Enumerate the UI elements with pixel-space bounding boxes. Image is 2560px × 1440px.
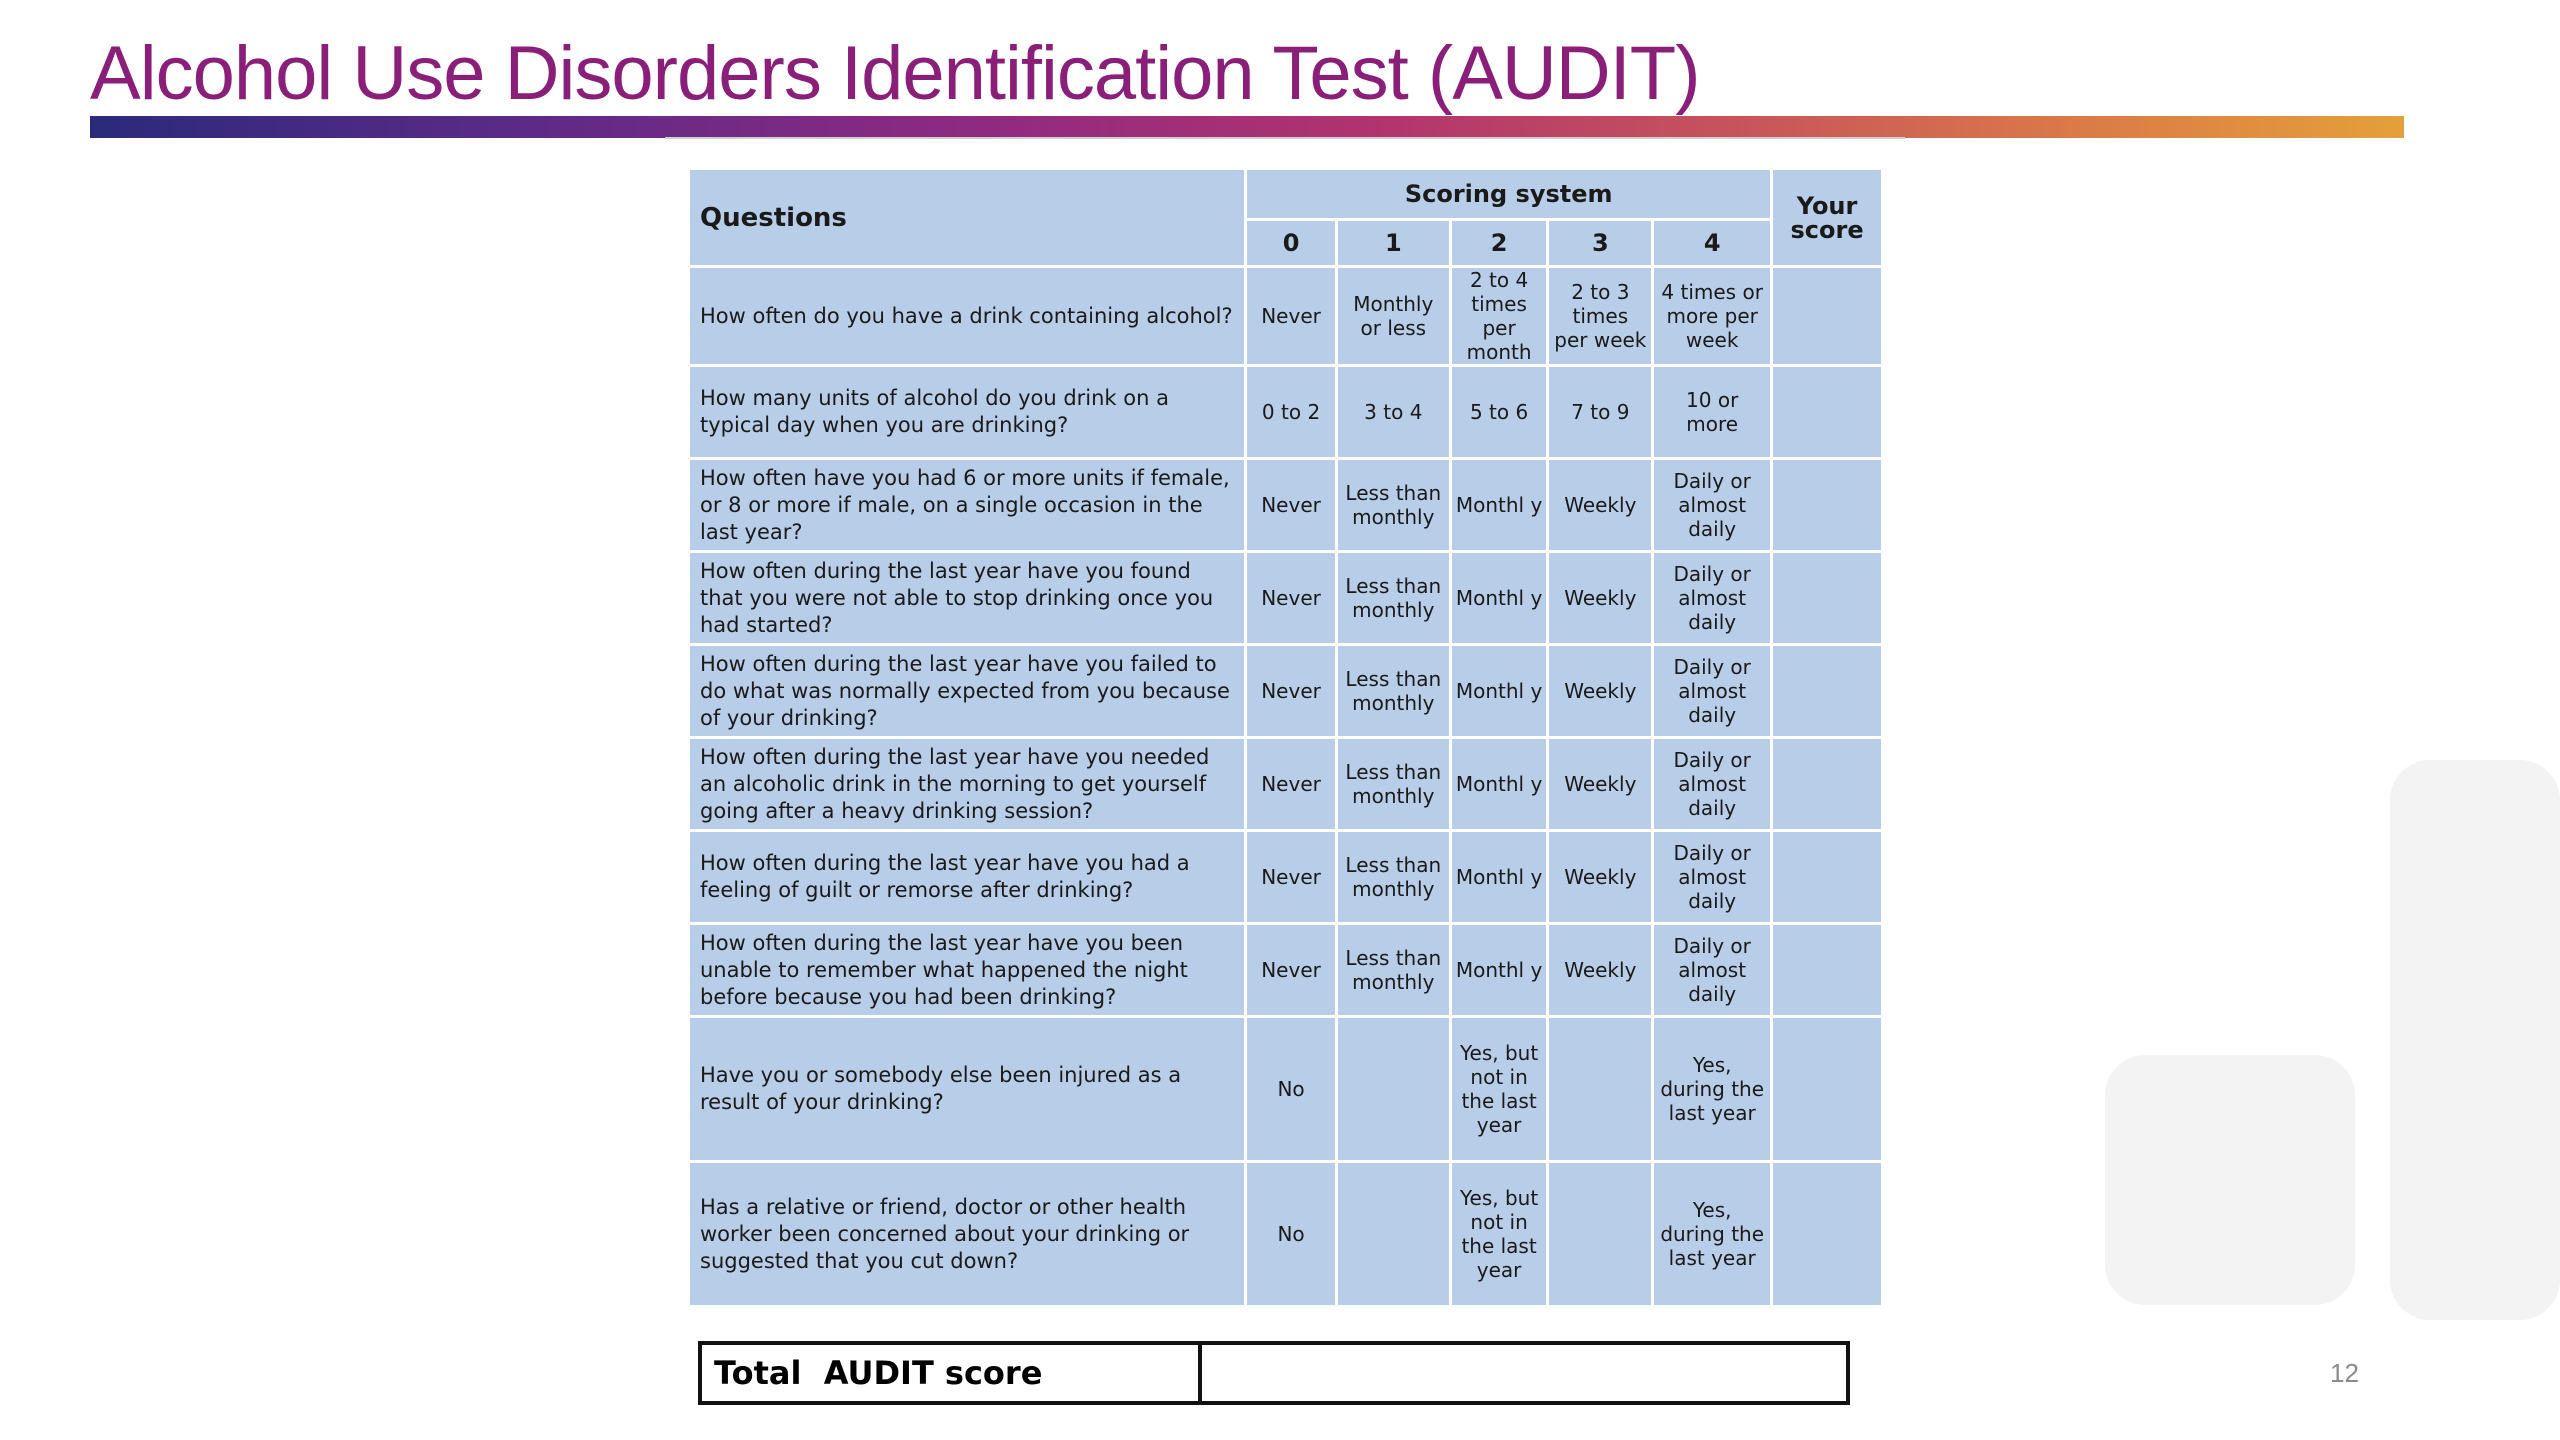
score-4-cell: Yes, during the last year bbox=[1654, 1163, 1770, 1305]
your-score-cell[interactable] bbox=[1773, 739, 1881, 829]
score-0-cell: Never bbox=[1247, 739, 1335, 829]
score-1-cell: Monthly or less bbox=[1338, 268, 1449, 364]
table-row bbox=[690, 1018, 1881, 1160]
table-row bbox=[690, 1163, 1881, 1305]
page-number: 12 bbox=[2330, 1358, 2359, 1388]
question-cell: How often during the last year have you failed to do what was normally expected from you because of your drinking? bbox=[690, 646, 1244, 736]
score-column-header: 1 bbox=[1338, 221, 1449, 265]
score-2-cell: Monthl y bbox=[1452, 460, 1547, 550]
question-cell: How often during the last year have you had a feeling of guilt or remorse after drinking? bbox=[690, 832, 1244, 922]
score-1-cell: Less than monthly bbox=[1338, 460, 1449, 550]
question-cell: How often during the last year have you needed an alcoholic drink in the morning to get yourself going after a heavy drinking session? bbox=[690, 739, 1244, 829]
table-row bbox=[690, 367, 1881, 457]
score-3-cell: Weekly bbox=[1549, 832, 1651, 922]
score-4-cell: Daily or almost daily bbox=[1654, 739, 1770, 829]
total-audit-score-field[interactable] bbox=[1202, 1345, 1846, 1401]
title-underline-rule bbox=[665, 137, 1905, 139]
score-3-cell: 7 to 9 bbox=[1549, 367, 1651, 457]
your-score-cell[interactable] bbox=[1773, 1163, 1881, 1305]
score-2-cell: Yes, but not in the last year bbox=[1452, 1163, 1547, 1305]
score-1-cell: Less than monthly bbox=[1338, 553, 1449, 643]
score-column-header: 3 bbox=[1549, 221, 1651, 265]
score-4-cell: Daily or almost daily bbox=[1654, 553, 1770, 643]
background-decoration bbox=[2390, 760, 2560, 1320]
question-cell: How often during the last year have you found that you were not able to stop drinking once you had started? bbox=[690, 553, 1244, 643]
score-1-cell bbox=[1338, 1018, 1449, 1160]
score-2-cell: Monthl y bbox=[1452, 832, 1547, 922]
your-score-cell[interactable] bbox=[1773, 646, 1881, 736]
question-cell: Has a relative or friend, doctor or other health worker been concerned about your drinking or suggested that you cut down? bbox=[690, 1163, 1244, 1305]
score-4-cell: Daily or almost daily bbox=[1654, 460, 1770, 550]
question-cell: How often have you had 6 or more units if female, or 8 or more if male, on a single occasion in the last year? bbox=[690, 460, 1244, 550]
score-1-cell: Less than monthly bbox=[1338, 739, 1449, 829]
table-row bbox=[690, 460, 1881, 550]
score-2-cell: Monthl y bbox=[1452, 739, 1547, 829]
score-1-cell: Less than monthly bbox=[1338, 832, 1449, 922]
score-4-cell: 10 or more bbox=[1654, 367, 1770, 457]
score-2-cell: 5 to 6 bbox=[1452, 367, 1547, 457]
score-0-cell: Never bbox=[1247, 460, 1335, 550]
question-cell: How often do you have a drink containing alcohol? bbox=[690, 268, 1244, 364]
table-row bbox=[690, 925, 1881, 1015]
your-score-cell[interactable] bbox=[1773, 925, 1881, 1015]
score-4-cell: Yes, during the last year bbox=[1654, 1018, 1770, 1160]
score-3-cell: Weekly bbox=[1549, 553, 1651, 643]
score-0-cell: Never bbox=[1247, 832, 1335, 922]
score-0-cell: 0 to 2 bbox=[1247, 367, 1335, 457]
scoring-system-header: Scoring system bbox=[1247, 170, 1770, 218]
background-decoration bbox=[2105, 1055, 2355, 1305]
your-score-cell[interactable] bbox=[1773, 553, 1881, 643]
score-4-cell: 4 times or more per week bbox=[1654, 268, 1770, 364]
your-score-cell[interactable] bbox=[1773, 268, 1881, 364]
slide-title: Alcohol Use Disorders Identification Test (AUDIT) bbox=[90, 31, 1700, 116]
score-2-cell: Monthl y bbox=[1452, 646, 1547, 736]
your-score-cell[interactable] bbox=[1773, 367, 1881, 457]
question-cell: Have you or somebody else been injured as a result of your drinking? bbox=[690, 1018, 1244, 1160]
total-audit-score-box bbox=[698, 1341, 1850, 1405]
score-2-cell: Monthl y bbox=[1452, 553, 1547, 643]
score-4-cell: Daily or almost daily bbox=[1654, 832, 1770, 922]
title-gradient-bar bbox=[90, 116, 2404, 138]
your-score-cell[interactable] bbox=[1773, 460, 1881, 550]
score-1-cell: Less than monthly bbox=[1338, 925, 1449, 1015]
table-row bbox=[690, 832, 1881, 922]
audit-table bbox=[687, 167, 1884, 1308]
score-1-cell: Less than monthly bbox=[1338, 646, 1449, 736]
score-0-cell: Never bbox=[1247, 646, 1335, 736]
questions-header: Questions bbox=[690, 170, 1244, 265]
table-row bbox=[690, 646, 1881, 736]
table-row bbox=[690, 553, 1881, 643]
question-cell: How many units of alcohol do you drink on a typical day when you are drinking? bbox=[690, 367, 1244, 457]
score-3-cell: 2 to 3 times per week bbox=[1549, 268, 1651, 364]
total-audit-score-label: Total AUDIT score bbox=[702, 1345, 1202, 1401]
table-row bbox=[690, 268, 1881, 364]
score-4-cell: Daily or almost daily bbox=[1654, 646, 1770, 736]
score-column-header: 0 bbox=[1247, 221, 1335, 265]
score-2-cell: Yes, but not in the last year bbox=[1452, 1018, 1547, 1160]
your-score-cell[interactable] bbox=[1773, 1018, 1881, 1160]
score-column-header: 2 bbox=[1452, 221, 1547, 265]
score-0-cell: Never bbox=[1247, 553, 1335, 643]
score-0-cell: No bbox=[1247, 1163, 1335, 1305]
question-cell: How often during the last year have you been unable to remember what happened the night before because you had been drinking? bbox=[690, 925, 1244, 1015]
score-0-cell: Never bbox=[1247, 268, 1335, 364]
score-4-cell: Daily or almost daily bbox=[1654, 925, 1770, 1015]
score-3-cell: Weekly bbox=[1549, 460, 1651, 550]
score-2-cell: Monthl y bbox=[1452, 925, 1547, 1015]
score-1-cell bbox=[1338, 1163, 1449, 1305]
score-3-cell: Weekly bbox=[1549, 739, 1651, 829]
score-1-cell: 3 to 4 bbox=[1338, 367, 1449, 457]
score-3-cell: Weekly bbox=[1549, 646, 1651, 736]
score-column-header: 4 bbox=[1654, 221, 1770, 265]
score-3-cell bbox=[1549, 1018, 1651, 1160]
your-score-header: Your score bbox=[1773, 170, 1881, 265]
your-score-cell[interactable] bbox=[1773, 832, 1881, 922]
score-2-cell: 2 to 4 times per month bbox=[1452, 268, 1547, 364]
score-3-cell: Weekly bbox=[1549, 925, 1651, 1015]
score-3-cell bbox=[1549, 1163, 1651, 1305]
table-row bbox=[690, 739, 1881, 829]
score-0-cell: No bbox=[1247, 1018, 1335, 1160]
score-0-cell: Never bbox=[1247, 925, 1335, 1015]
